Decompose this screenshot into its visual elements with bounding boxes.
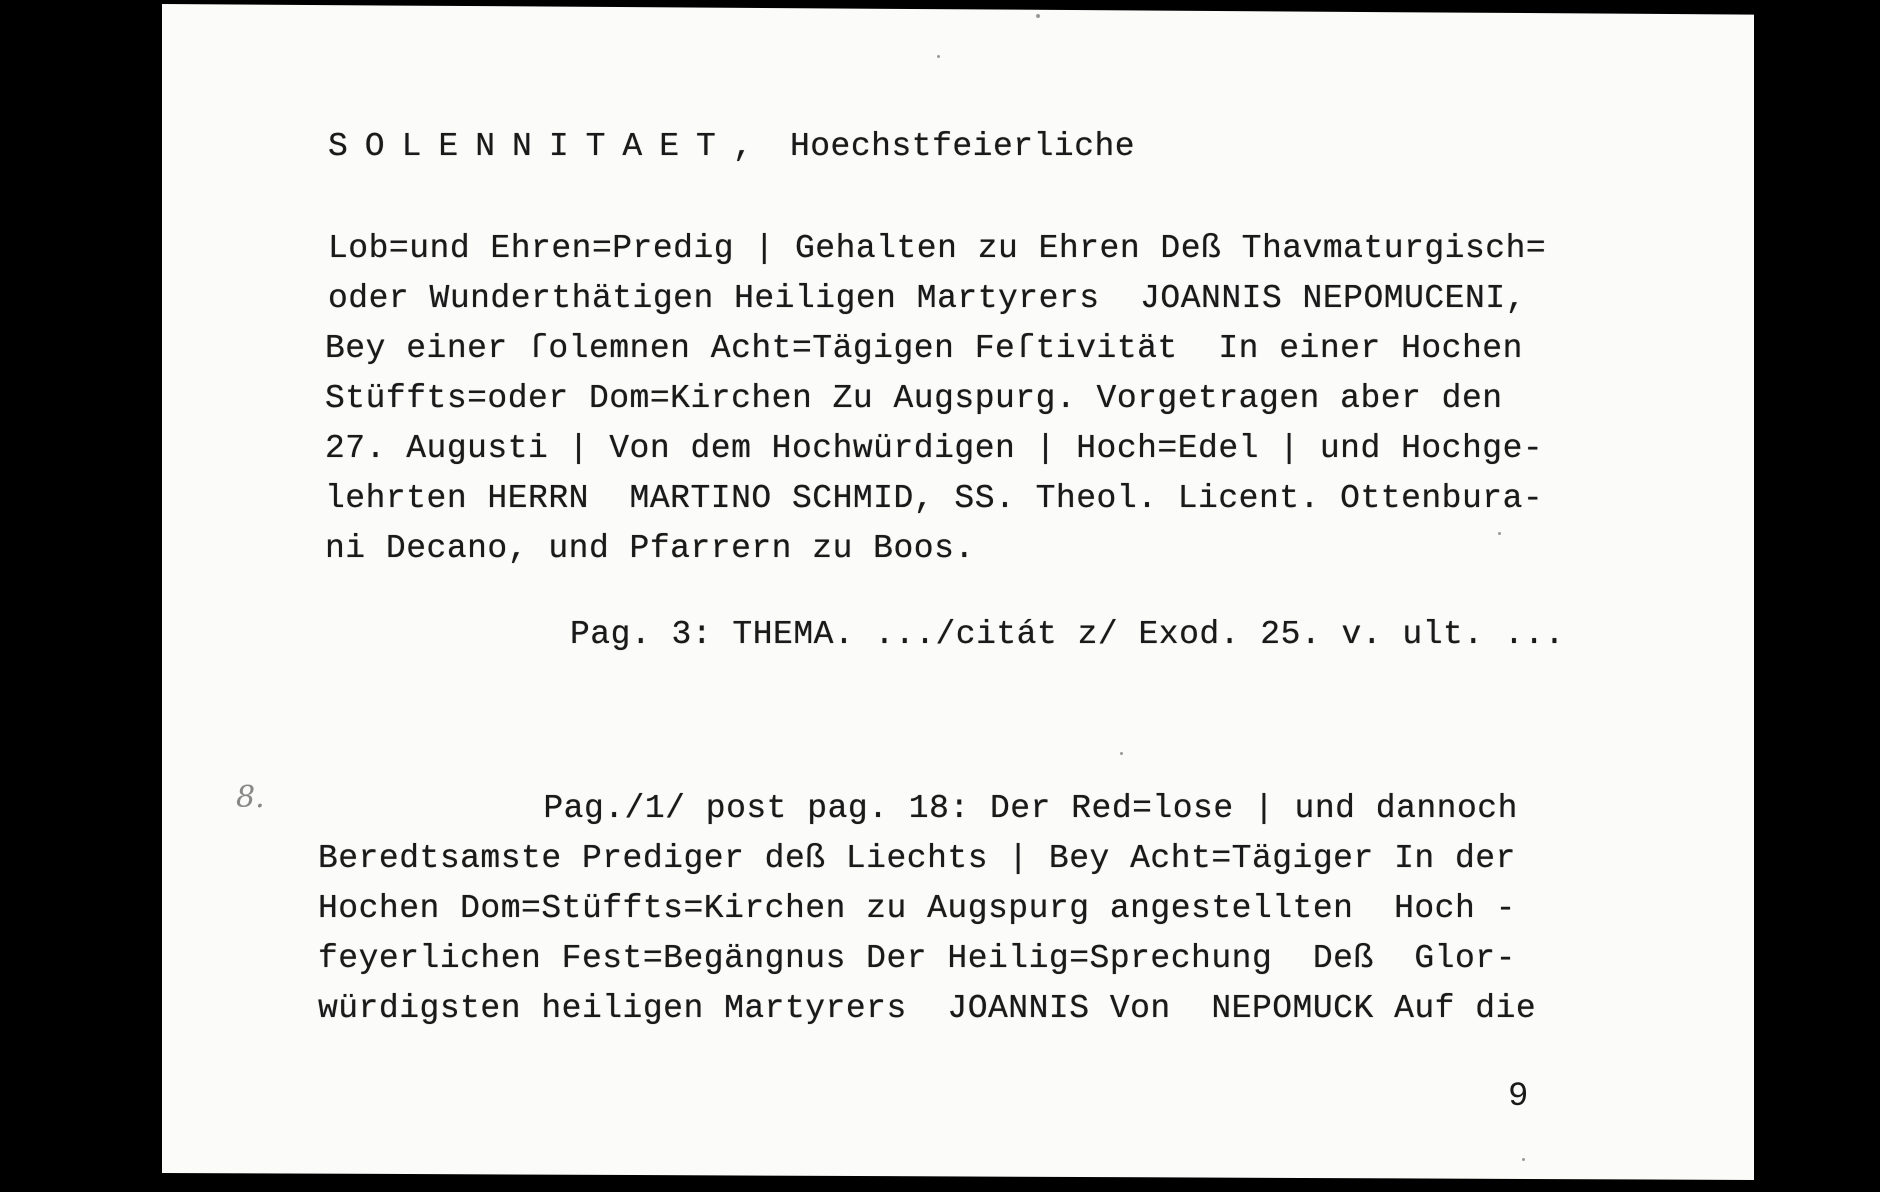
speck-mark bbox=[1120, 752, 1123, 755]
paragraph1-line-1: Lob=und Ehren=Predig | Gehalten zu Ehren Deß Thavmaturgisch= bbox=[328, 230, 1547, 267]
paragraph1-line-3: Bey einer ſolemnen Acht=Tägigen Feſtivität In einer Hochen bbox=[325, 330, 1523, 367]
paragraph2-line-1: Pag./1/ post pag. 18: Der Red=lose | und dannoch bbox=[320, 790, 1518, 827]
document-title bbox=[328, 128, 1135, 165]
speck-mark bbox=[1036, 14, 1040, 18]
speck-mark bbox=[1522, 1158, 1525, 1161]
speck-mark bbox=[937, 55, 940, 58]
paragraph2-line-4: feyerlichen Fest=Begängnus Der Heilig=Sprechung Deß Glor- bbox=[318, 940, 1516, 977]
speck-mark bbox=[1498, 532, 1501, 535]
paragraph1-line-4: Stüffts=oder Dom=Kirchen Zu Augspurg. Vorgetragen aber den bbox=[325, 380, 1503, 417]
paragraph2-line-5: würdigsten heiligen Martyrers JOANNIS Von NEPOMUCK Auf die bbox=[318, 990, 1537, 1027]
paragraph2-line-3: Hochen Dom=Stüffts=Kirchen zu Augspurg angestellten Hoch - bbox=[318, 890, 1516, 927]
paragraph1-line-6: lehrten HERRN MARTINO SCHMID, SS. Theol. Licent. Ottenbura- bbox=[325, 480, 1544, 517]
paragraph1-line-7: ni Decano, und Pfarrern zu Boos. bbox=[325, 530, 975, 567]
paragraph1-line-2: oder Wunderthätigen Heiligen Martyrers JOANNIS NEPOMUCENI, bbox=[328, 280, 1526, 317]
title-spaced-word: SOLENNITAET, bbox=[328, 128, 770, 165]
title-subtitle: Hoechstfeierliche bbox=[769, 128, 1136, 165]
page-reference-line: Pag. 3: THEMA. .../citát z/ Exod. 25. v. ult. ... bbox=[570, 616, 1565, 653]
paragraph1-line-5: 27. Augusti | Von dem Hochwürdigen | Hoch=Edel | und Hochge- bbox=[325, 430, 1544, 467]
margin-mark: 8. bbox=[236, 780, 265, 815]
paragraph2-line-2: Beredtsamste Prediger deß Liechts | Bey Acht=Tägiger In der bbox=[318, 840, 1516, 877]
page-number: 9 bbox=[1508, 1078, 1529, 1116]
